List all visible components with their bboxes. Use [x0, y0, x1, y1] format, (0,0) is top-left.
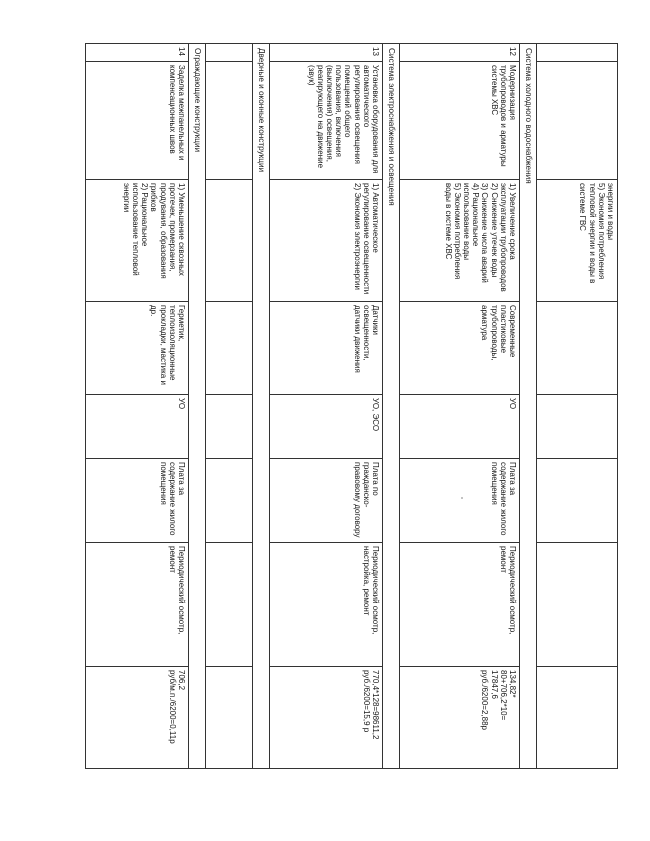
- table-row-continued: [537, 44, 618, 769]
- table-row: [86, 44, 189, 769]
- cell-fund: [537, 459, 618, 543]
- cell-num: [537, 44, 618, 62]
- executor: УО, ЭСО: [270, 395, 383, 459]
- row-number: 14: [86, 44, 189, 62]
- cost: 770,4*128=98611,2 руб./6200=15,9 р: [270, 667, 383, 769]
- technology: Герметик, теплоизоляционные прокладки, мастика и др.: [86, 302, 189, 395]
- section-row: [189, 44, 206, 769]
- rotated-document: [106, 43, 618, 768]
- cost: 134,82* 80+706,2*10= 17847,6 руб./6200=2,88р: [400, 667, 520, 769]
- executor: УО: [86, 395, 189, 459]
- technology: Современные пластиковые трубопроводы, арматура: [400, 302, 520, 395]
- cell-measures: энергии и воды 5) Экономия потребления тепловой энергии и воды в системе ГВС: [537, 180, 618, 302]
- energy-measures-table: [85, 43, 618, 769]
- section-doors: Дверные и оконные конструкции: [253, 44, 270, 769]
- maintenance: Периодический осмотр, ремонт: [86, 543, 189, 667]
- cell-cost: [537, 667, 618, 769]
- cell-empty: [206, 395, 253, 459]
- cell-period: [537, 543, 618, 667]
- section-enclosing: Ограждающие конструкции: [189, 44, 206, 769]
- measure-name: Установка оборудования для автоматического регулирования освещения помещений общего пользования, включения (выключения) освещения, реагирующего на движение (звук): [270, 62, 383, 180]
- executor: УО: [400, 395, 520, 459]
- section-electric: Система электроснабжения и освещения: [383, 44, 400, 769]
- cell-empty: [206, 667, 253, 769]
- cell-empty: [206, 62, 253, 180]
- measure-name: Модернизация трубопроводов и арматуры системы ХВС: [400, 62, 520, 180]
- section-row: [520, 44, 537, 769]
- funding-source: Плата за содержание жилого помещения: [400, 459, 520, 543]
- cell-who: [537, 395, 618, 459]
- measure-effects: 1) Увеличение срока эксплуатации трубопроводов 2) Снижение утечек воды 3) Снижение числа аварий 4) Рациональное использование воды 5) Экономия потребления воды в системе ХВС: [400, 180, 520, 302]
- table-row: [400, 44, 520, 769]
- scan-speck: [461, 497, 463, 499]
- section-cold-water: Система холодного водоснабжения: [520, 44, 537, 769]
- maintenance: Периодический осмотр, ремонт: [400, 543, 520, 667]
- cell-empty: [206, 543, 253, 667]
- measure-name: Заделка межпанельных и компенсационных швов: [86, 62, 189, 180]
- row-number: 13: [270, 44, 383, 62]
- cell-name: [537, 62, 618, 180]
- table-row: [270, 44, 383, 769]
- funding-source: Плата за содержание жилого помещения: [86, 459, 189, 543]
- measure-effects: 1) Автоматическое регулирование освещенности 2) Экономия электроэнергии: [270, 180, 383, 302]
- cell-empty: [206, 302, 253, 395]
- maintenance: Периодический осмотр, настройка, ремонт: [270, 543, 383, 667]
- cell-empty: [206, 180, 253, 302]
- funding-source: Плата по гражданско-правовому договору: [270, 459, 383, 543]
- measure-effects: 1) Уменьшение сквозных протечек, промерзания, продувания, образования грибков 2) Рациональное использование тепловой энергии: [86, 180, 189, 302]
- cell-empty: [206, 459, 253, 543]
- table-row-empty: [206, 44, 253, 769]
- section-row: [253, 44, 270, 769]
- cost: 706,2 руб/м.п./6200=0,11р: [86, 667, 189, 769]
- cell-empty: [206, 44, 253, 62]
- cell-tech: [537, 302, 618, 395]
- row-number: 12: [400, 44, 520, 62]
- technology: Датчики освещенности, датчики движения: [270, 302, 383, 395]
- section-row: [383, 44, 400, 769]
